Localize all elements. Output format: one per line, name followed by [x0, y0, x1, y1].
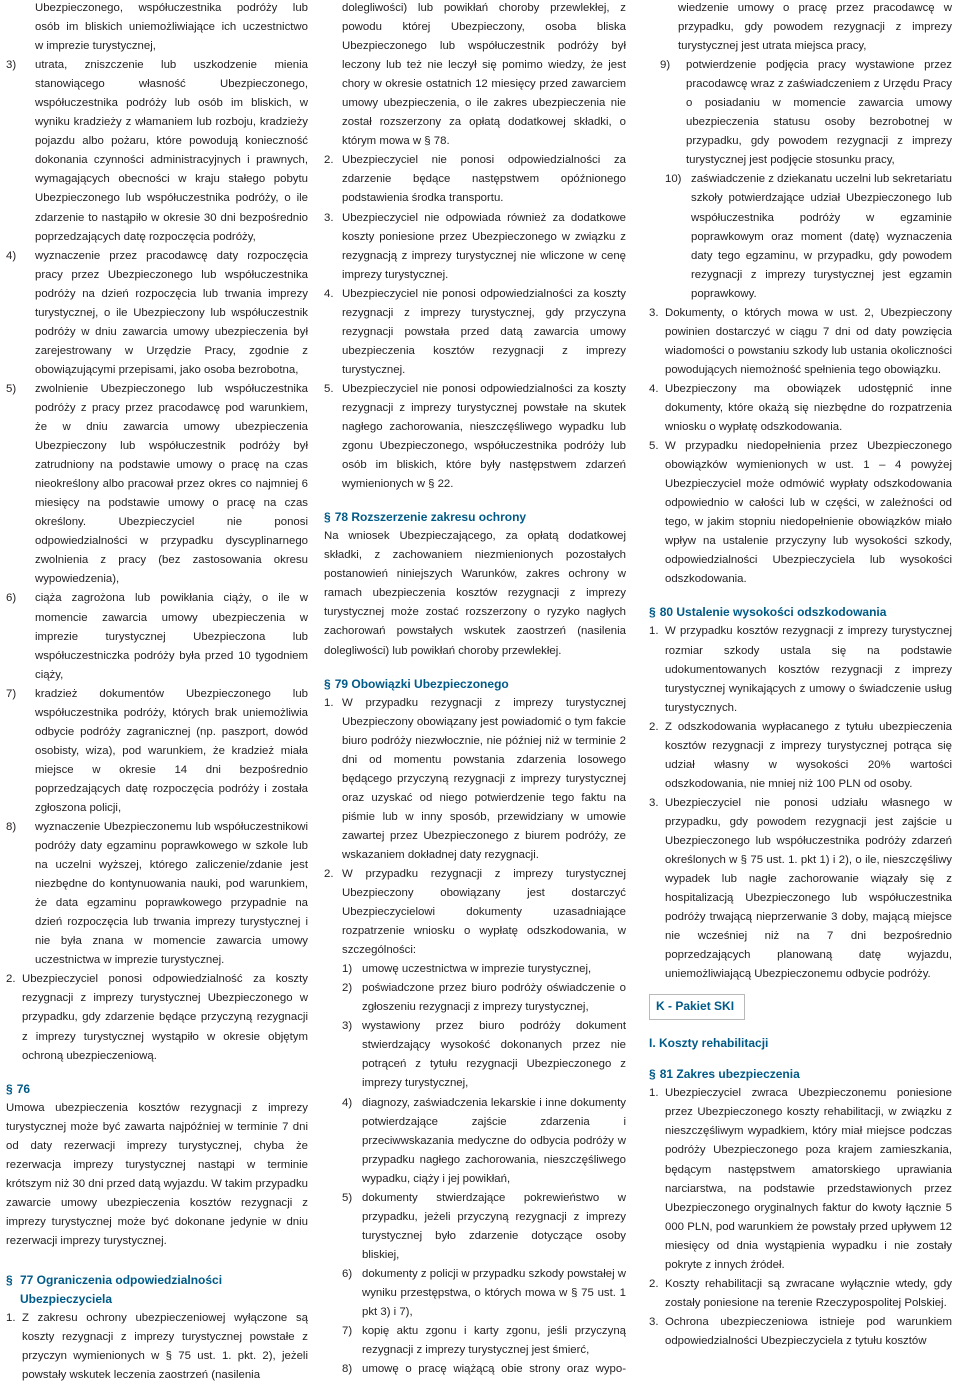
section-heading-81: § 81 Zakres ubezpieczenia [649, 1067, 800, 1082]
continued-line: w imprezie turystycznej, [35, 40, 156, 53]
paragraph-item: 2. Z odszkodowania wypłacanego z tytułu ubezpieczenia kosztów rezygnacji z imprezy turystycznej potrąca się udział własny w wysokości 20% wartości odszkodowania, nie mniej niż 100 PLN od osoby. [649, 720, 952, 790]
paragraph-item: 1. Ubezpieczyciel zwraca Ubezpieczonemu poniesione przez Ubezpieczonego koszty rehabilitacji, w związku z nieszczęśliwym wypadkiem, który miał miejsce podczas podróży Ubezpieczonego poza krajem zamieszkania, będącym następstwem amatorskiego uprawiania narciarstwa, na podstawie przedstawionych przez Ubezpieczonego oryginalnych faktur do kwoty łącznie 5 000 PLN, pod warunkiem że powstały przed upływem 12 miesięcy od dnia wystąpienia wypadku i nie zostały pokryte z innych źródeł. [649, 1087, 952, 1271]
continued-line: przypadku, gdy powodem rezygnacji z imprezy [678, 21, 952, 34]
section-heading-77: § 77 Ograniczenia odpowiedzialności Ubezpieczyciela [6, 1273, 223, 1306]
continued-line: turystycznej jest utrata miejsca pracy, [678, 40, 867, 53]
sub-list [649, 56, 952, 304]
list-item: 10) zaświadczenie z dziekanatu uczelni lub sekretariatu szkoły potwierdzające udział Ubezpieczonego lub współuczestnika podróży w egzaminie poprawkowym oraz moment (datę) wyznaczenia daty tego egzaminu, w przypadku, gdy powodem rezygnacji z imprezy turystycznej jest egzamin poprawkowy. [665, 173, 952, 300]
list-item: 9) potwierdzenie podjęcia pracy wystawione przez pracodawcę wraz z zaświadczeniem z Urzędu Pracy o posiadaniu w momencie zawarcia umowy ubezpieczenia statusu osoby bezrobotnej w przypadku, gdy powodem rezygnacji z imprezy turystycznej jest podjęcie stosunku pracy, [660, 59, 952, 167]
list-item: 2) poświadczone przez biuro podróży oświadczenie o zgłoszeniu rezygnacji z imprezy turystycznej, [342, 982, 626, 1014]
list-item: 6) ciąża zagrożona lub powikłania ciąży, o ile w momencie zawarcia umowy ubezpieczenia w imprezie turystycznej Ubezpieczona lub współuczestniczka podróży była przed 10 tygodniem ciąży, [6, 592, 308, 681]
paragraph-item: 4. Ubezpieczony ma obowiązek udostępnić inne dokumenty, które okażą się niezbędne do rozpatrzenia wniosku o wypłatę odszkodowania. [649, 382, 952, 434]
section-heading-79: § 79 Obowiązki Ubezpieczonego [324, 676, 509, 691]
continued-line: osób im bliskich uniemożliwiające ich uczestnictwo [35, 21, 308, 34]
list-item: 8) wyznaczenie Ubezpieczonemu lub współuczestnikowi podróży daty egzaminu poprawkowego w szkole lub na uczelni wyższej, którego zaliczenie/zdanie jest niezbędne do kontynuowania nauki, pod warunkiem, że data egzaminu poprawkowego przypadnie na dzień rozpoczęcia lub trwania imprezy turystycznej i nie była znana w momencie zawarcia umowy uczestnictwa w imprezie turystycznej. [6, 821, 308, 967]
continued-line: wiedzenie umowy o pracę przez pracodawcę w [678, 2, 952, 14]
list-item: 5) dokumenty stwierdzające pokrewieństwo w przypadku, jeżeli przyczyną rezygnacji z imprezy turystycznej było zdarzenie dotyczące osoby bliskiej, [342, 1191, 626, 1261]
list-item: 6) dokumenty z policji w przypadku szkody powstałej w wyniku przestępstwa, o których mowa w § 75 ust. 1 pkt 3) i 7), [342, 1267, 626, 1319]
column-right [649, 0, 952, 1351]
section-heading-76: § 76 [6, 1081, 31, 1096]
paragraph-item: 3. Dokumenty, o których mowa w ust. 2, Ubezpieczony powinien dostarczyć w ciągu 7 dni od daty powzięcia wiadomości o powstaniu szkody lub ustania okoliczności powodujących niemożność spełnienia tego obowiązku. [649, 306, 952, 376]
list-item: 1) umowę uczestnictwa w imprezie turystycznej, [342, 963, 592, 976]
paragraph-item: 1. W przypadku rezygnacji z imprezy turystycznej Ubezpieczony obowiązany jest powiadomić o tym fakcie biuro podróży niezwłocznie, nie później niż w terminie 2 dni od momentu powstania zdarzenia losowego będącego przyczyną rezygnacji z imprezy turystycznej oraz uzyskać od niego potwierdzenie tego faktu na piśmie lub w inny sposób, przewidziany w umowie zawartej przez Ubezpieczonego z biurem podróży, ze wskazaniem dokładnej daty rezygnacji. [324, 696, 626, 861]
paragraph-item: 1. W przypadku kosztów rezygnacji z imprezy turystycznej rozmiar szkody ustala się na podstawie udokumentowanych kosztów rezygnacji z imprezy turystycznej wynikających z umowy o świadczenie usług turystycznych. [649, 625, 952, 714]
list-item: 7) kopię aktu zgonu i karty zgonu, jeśli przyczyną rezygnacji z imprezy turystycznej jest śmierć, [342, 1325, 626, 1357]
list-item: 5) zwolnienie Ubezpieczonego lub współuczestnika podróży z pracy przez pracodawcę pod warunkiem, że w dniu zawarcia umowy ubezpieczenia Ubezpieczony lub współuczestnik podróży był zatrudniony na podstawie umowy o pracę na czas nieokreślony albo pracował przez okres co najmniej 6 miesięcy na podstawie umowy o pracę na czas określony. Ubezpieczyciel nie ponosi odpowiedzialności w przypadku dyscyplinarnego zwolnienia z pracy (bez zastosowania okresu wypowiedzenia), [6, 382, 308, 586]
continued-line: Ubezpieczonego, współuczestnika podróży lub [35, 2, 308, 14]
continued-text: dolegliwości) lub powikłań choroby przewlekłej, z powodu której Ubezpieczony, osoba bliska Ubezpieczonego lub współuczestnik podróży był leczony lub też nie leczył się pomimo wiedzy, że jest chory w okresie ostatnich 12 miesięcy przed zawarciem umowy ubezpieczenia, o ile zakres ubezpieczenia nie został rozszerzony za opłatą dodatkowej składki, o którym mowa w § 78. [342, 2, 626, 148]
list-item: 3) wystawiony przez biuro podróży dokument stwierdzający wysokość dokonanych przez nie potrąceń z tytułu rezygnacji Ubezpieczonego z imprezy turystycznej, [342, 1020, 626, 1090]
section-heading-80: § 80 Ustalenie wysokości odszkodowania [649, 605, 887, 620]
sub-list [324, 960, 626, 1379]
paragraph-item: 5. Ubezpieczyciel nie ponosi odpowiedzialności za koszty rezygnacji z imprezy turystycznej powstałe na skutek nagłego zachorowania, nieszczęśliwego wypadku lub zgonu Ubezpieczonego, współuczestnika podróży lub osób im bliskich, które były następstwem zdarzeń wymienionych w § 22. [324, 382, 626, 491]
paragraph-item: 3. Ubezpieczyciel nie ponosi udziału własnego w przypadku, gdy powodem rezygnacji jest zajście u Ubezpieczonego lub współuczestnika podróży zdarzeń określonych w § 75 ust. 1. pkt 1) i 2), o ile, nieszczęśliwy wypadek lub nagłe zachorowanie wiązały się z hospitalizacją Ubezpieczonego lub współuczestnika podróży trwającą nieprzerwanie 3 doby, mającą miejsce nie wcześniej niż na 7 dni bezpośrednio poprzedzających planowaną datę wyjazdu, uniemożliwiającą Ubezpieczonemu odbycie podróży. [649, 796, 952, 981]
list-item: 4) wyznaczenie przez pracodawcę daty rozpoczęcia pracy przez Ubezpieczonego lub współuczestnika podróży na dzień rozpoczęcia lub trwania imprezy turystycznej, o ile Ubezpieczony lub współuczestnik podróży w dniu zawarcia umowy ubezpieczenia był zarejestrowany w Urzędzie Pracy, zgodnie z obowiązującymi przepisami, jako osoba bezrobotna, [6, 249, 308, 376]
section-text: Umowa ubezpieczenia kosztów rezygnacji z imprezy turystycznej może być zawarta najpóźniej w terminie 7 dni od daty rezerwacji imprezy turystycznej, chyba że rezerwacja imprezy turystycznej nastąpi w terminie krótszym niż 30 dni przed datą wyjazdu. W takim przypadku zawarcie umowy ubezpieczenia kosztów rezygnacji z imprezy turystycznej może być dokonane jedynie w dniu rezerwacji imprezy turystycznej. [6, 1101, 308, 1247]
paragraph-item: 2. Ubezpieczyciel ponosi odpowiedzialność za koszty rezygnacji z imprezy turystycznej Ubezpieczonego w przypadku, gdy zdarzenie będące przyczyną rezygnacji z imprezy turystycznej wystąpiło w okresie objętym ochroną ubezpieczeniową. [6, 973, 308, 1062]
list-item: 3) utrata, zniszczenie lub uszkodzenie mienia stanowiącego własność Ubezpieczonego, współuczestnika podróży lub osób im bliskich, w wyniku kradzieży z włamaniem lub rozboju, kradzieży pojazdu albo pożaru, które powodują konieczność dokonania czynności administracyjnych i prawnych, wymagających obecności w kraju stałego pobytu Ubezpieczonego lub współuczestnika podróży, o ile zdarzenie to nastąpiło w okresie 30 dni bezpośrednio poprzedzających datę rozpoczęcia podróży, [6, 59, 308, 243]
column-middle [324, 0, 626, 1379]
paragraph-item: 3. Ubezpieczyciel nie odpowiada również za dodatkowe koszty poniesione przez Ubezpieczonego w związku z rezygnacją z imprezy turystycznej nie wliczone w cenę imprezy turystycznej. [324, 211, 626, 281]
paragraph-item: 1. Z zakresu ochrony ubezpieczeniowej wyłączone są koszty rezygnacji z imprezy turystycznej powstałe z przyczyn wymienionych w § 75 ust. 1. pkt. 2), jeżeli powstały wskutek leczenia zaostrzeń (nasilenia [6, 1312, 308, 1382]
list-item: 8) umowę o pracę wiążącą obie strony oraz wypo- [342, 1363, 626, 1376]
paragraph-item: 2. Ubezpieczyciel nie ponosi odpowiedzialności za zdarzenie będące następstwem opóźnionego podstawienia środka transportu. [324, 154, 626, 205]
list-item: 4) diagnozy, zaświadczenia lekarskie i inne dokumenty potwierdzające zajście zdarzenia i przeciwwskazania medyczne do odbycia podróży w przypadku nagłego zachorowania, nieszczęśliwego wypadku, ciąży i jej powikłań, [342, 1096, 626, 1185]
paragraph-item: 2. Koszty rehabilitacji są zwracane wyłącznie wtedy, gdy zostały poniesione na terenie Rzeczypospolitej Polskiej. [649, 1277, 952, 1309]
paragraph-item: 4. Ubezpieczyciel nie ponosi odpowiedzialności za koszty rezygnacji z imprezy turystycznej, gdy przyczyna rezygnacji powstała przed datą zawarcia umowy ubezpieczenia kosztów rezygnacji z imprezy turystycznej. [324, 287, 626, 376]
continued-item [6, 0, 308, 56]
paragraph-item: 5. W przypadku niedopełnienia przez Ubezpieczonego obowiązków wymienionych w ust. 1 – 4 powyżej Ubezpieczyciel może odmówić wypłaty odszkodowania odpowiednio w całości lub w części, w zależności od tego, w jakim stopniu niedopełnienie obowiązków miało wpływ na ustalenie przyczyny lub wysokości szkody, odpowiedzialności Ubezpieczyciela lub wysokości odszkodowania. [649, 440, 952, 586]
package-label-box: K - Pakiet SKI [649, 994, 745, 1020]
section-heading-78: § 78 Rozszerzenie zakresu ochrony [324, 510, 527, 525]
section-text: Na wniosek Ubezpieczającego, za opłatą dodatkowej składki, z zachowaniem niezmienionych pozostałych postanowień niniejszych Warunków, zakres ochrony w ramach ubezpieczenia kosztów rezygnacji z imprezy turystycznej może zostać rozszerzony o ryzyko nagłych zachorowań powstałych wskutek zaostrzeń (nasilenia dolegliwości) lub powikłań choroby przewlekłej. [324, 530, 626, 657]
section-title-I: I. Koszty rehabilitacji [649, 1036, 769, 1051]
paragraph-item: 3. Ochrona ubezpieczeniowa istnieje pod warunkiem odpowiedzialności Ubezpieczyciela z tytułu kosztów [649, 1315, 952, 1347]
continued-item [649, 0, 952, 56]
column-left [6, 0, 308, 1385]
paragraph-item: 2. W przypadku rezygnacji z imprezy turystycznej Ubezpieczony obowiązany jest dostarczyć Ubezpieczycielowi dokumenty uzasadniające rozpatrzenie wniosku o wypłatę odszkodowania, w szczególności: [324, 867, 626, 957]
list-item: 7) kradzież dokumentów Ubezpieczonego lub współuczestnika podróży, których brak uniemożliwia odbycie podróży zagranicznej (np. paszport, dowód osobisty, wiza), pod warunkiem, że kradzież miała miejsce w okresie 14 dni bezpośrednio poprzedzających datę rozpoczęcia podróży i została zgłoszona policji, [6, 687, 308, 814]
